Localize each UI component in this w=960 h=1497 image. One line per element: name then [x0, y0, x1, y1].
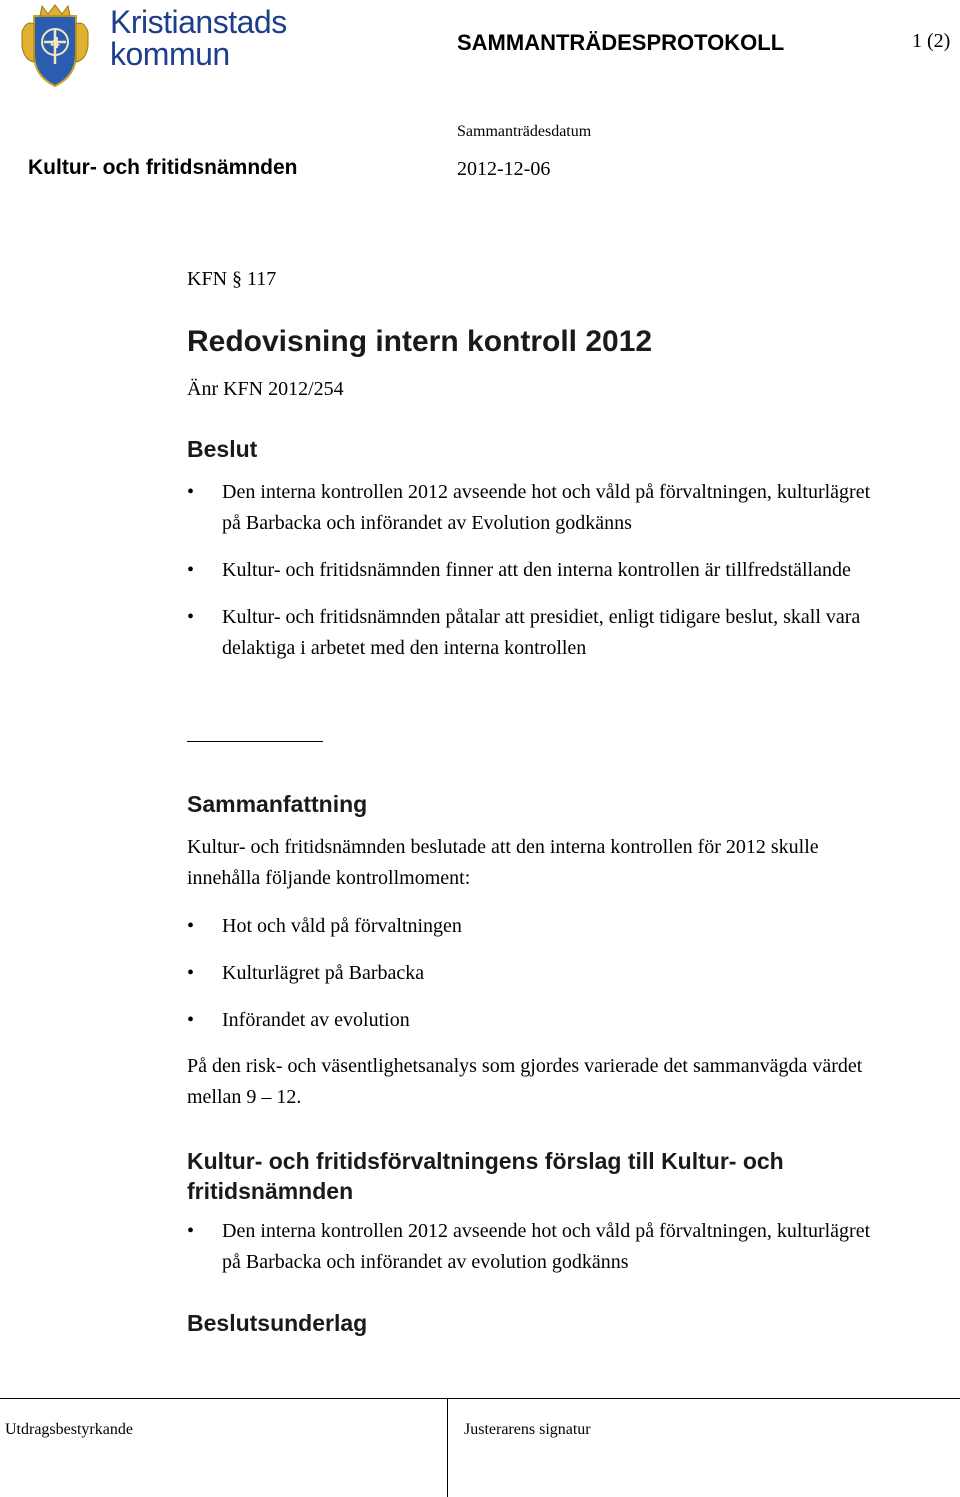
footer-column-divider	[447, 1398, 448, 1497]
section-heading-sammanfattning: Sammanfattning	[187, 791, 368, 817]
footer-certification-label: Utdragsbestyrkande	[5, 1421, 133, 1438]
document-title: SAMMANTRÄDESPROTOKOLL	[457, 30, 785, 55]
page-number: 1 (2)	[912, 30, 951, 52]
meeting-date-label: Sammanträdesdatum	[457, 123, 592, 140]
kontrollmoment-list	[187, 911, 887, 1052]
section-heading-beslutsunderlag: Beslutsunderlag	[187, 1310, 368, 1336]
case-number: Änr KFN 2012/254	[187, 378, 344, 400]
committee-name: Kultur- och fritidsnämnden	[28, 156, 298, 179]
svg-text:4: 4	[50, 35, 60, 52]
meeting-date-value: 2012-12-06	[457, 158, 551, 180]
municipality-coat-of-arms-logo	[20, 2, 90, 88]
list-item: • Hot och våld på förvaltningen	[187, 911, 887, 942]
sammanfattning-outro: På den risk- och väsentlighetsanalys som gjordes varierade det sammanvägda värdet mellan 9 – 12.	[187, 1055, 863, 1108]
list-item: • Kultur- och fritidsnämnden finner att den interna kontrollen är tillfredställande	[187, 555, 887, 586]
sammanfattning-intro: Kultur- och fritidsnämnden beslutade att den interna kontrollen för 2012 skulle innehålla följande kontrollmoment:	[187, 836, 819, 889]
list-item: • Införandet av evolution	[187, 1005, 887, 1036]
list-item: • Kultur- och fritidsnämnden påtalar att presidiet, enligt tidigare beslut, skall vara delaktiga i arbetet med den interna kontrollen	[187, 602, 887, 664]
beslut-list	[187, 477, 887, 680]
brand-name-line2: kommun	[110, 36, 230, 72]
section-heading-beslut: Beslut	[187, 436, 258, 462]
section-divider	[187, 741, 323, 742]
footer-rule	[0, 1398, 960, 1399]
brand-name-line1: Kristianstads	[110, 4, 287, 40]
section-heading-forslag: Kultur- och fritidsförvaltningens förslag till Kultur- och fritidsnämnden	[187, 1148, 784, 1204]
list-item: • Den interna kontrollen 2012 avseende hot och våld på förvaltningen, kulturlägret på Barbacka och införandet av evolution godkänns	[187, 1216, 887, 1278]
paragraph-reference: KFN § 117	[187, 268, 277, 290]
forslag-list	[187, 1216, 887, 1278]
list-item: • Den interna kontrollen 2012 avseende hot och våld på förvaltningen, kulturlägret på Barbacka och införandet av Evolution godkänns	[187, 477, 887, 539]
footer-signature-label: Justerarens signatur	[464, 1421, 591, 1438]
list-item: • Kulturlägret på Barbacka	[187, 958, 887, 989]
page-title: Redovisning intern kontroll 2012	[187, 325, 653, 358]
